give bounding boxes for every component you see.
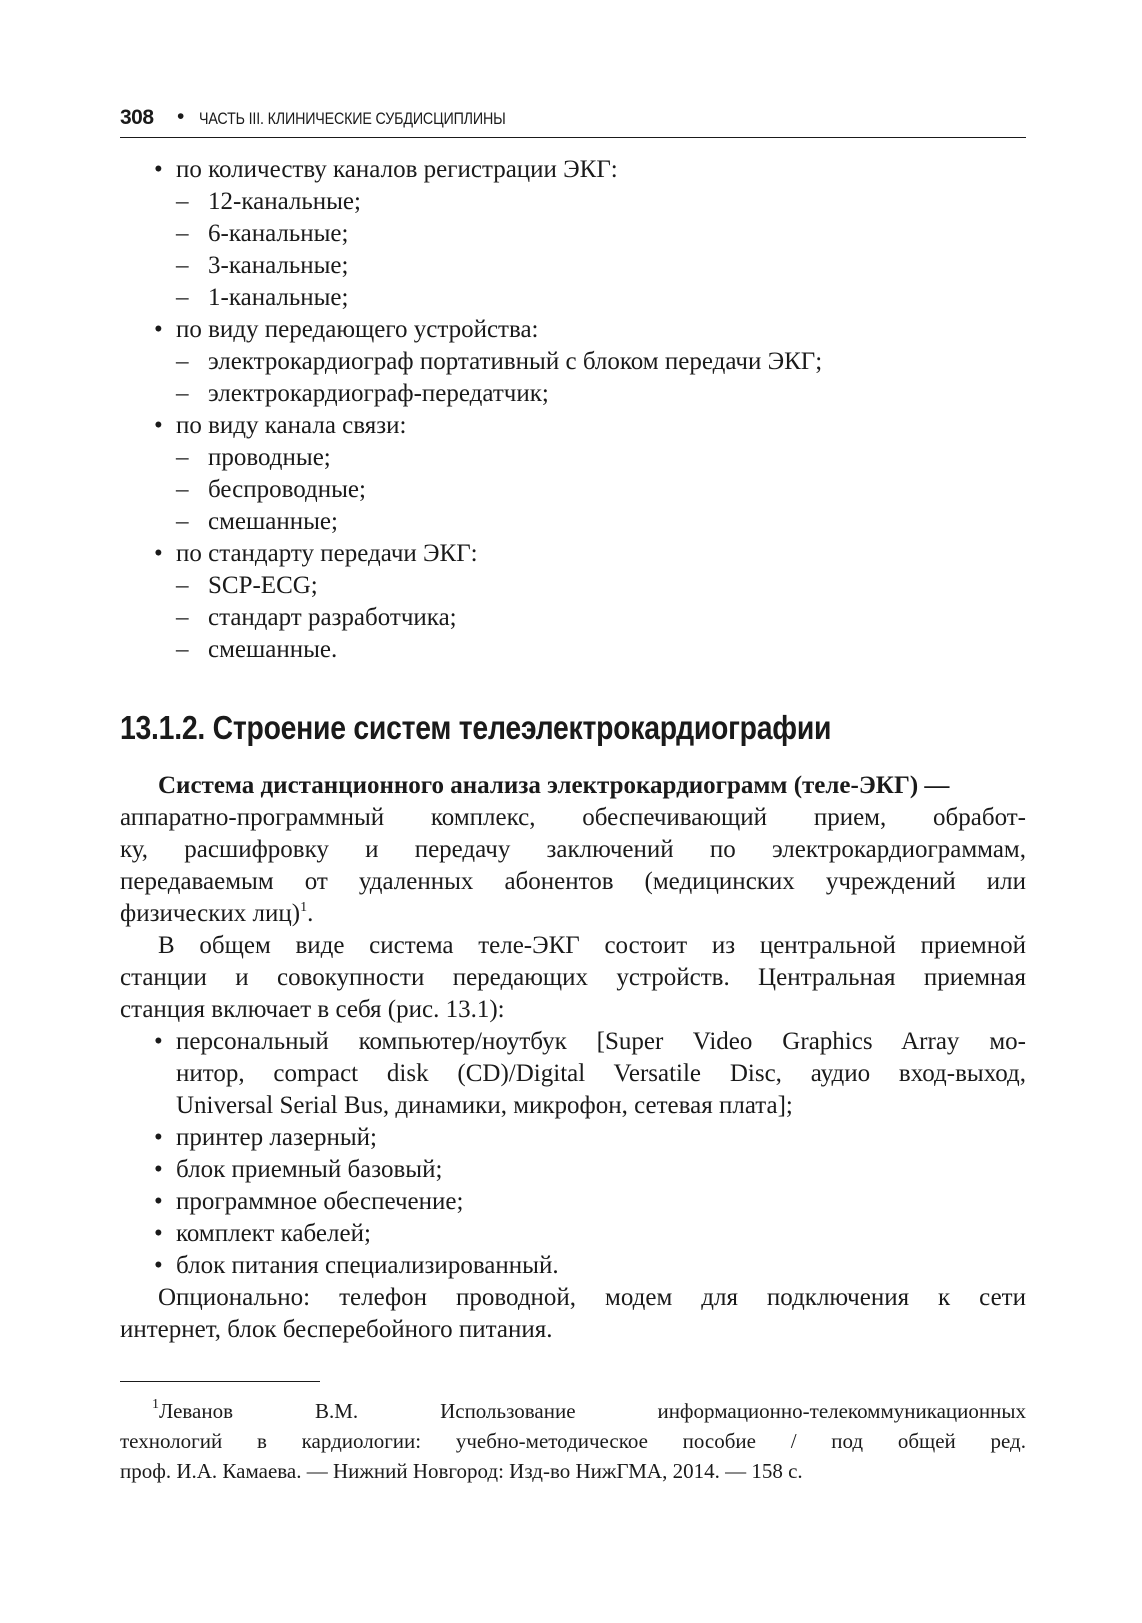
list-item: • по количеству каналов регистрации ЭКГ: (154, 156, 618, 183)
list-subitem: – электрокардиограф-передатчик; (176, 380, 549, 407)
list-item: • персональный компьютер/ноутбук [Super Video Graphics Array мо- (154, 1028, 1026, 1055)
list-item: • комплект кабелей; (154, 1220, 371, 1247)
list-item: • блок питания специализированный. (154, 1252, 559, 1279)
paragraph-line: передаваемым от удаленных абонентов (медицинских учреждений или (120, 868, 1026, 895)
definition-term: Система дистанционного анализа электрокардиограмм (теле-ЭКГ) — (158, 772, 950, 799)
footnote-marker: 1 (152, 1397, 159, 1412)
section-heading: 13.1.2. Строение систем телеэлектрокардиографии (120, 709, 832, 746)
running-title: ЧАСТЬ III. КЛИНИЧЕСКИЕ СУБДИСЦИПЛИНЫ (199, 109, 506, 128)
list-subitem: – 12-канальные; (176, 188, 361, 215)
list-item: • программное обеспечение; (154, 1188, 464, 1215)
list-subitem: – SCP-ECG; (176, 572, 318, 599)
list-subitem: – стандарт разработчика; (176, 604, 457, 631)
list-item: • по виду передающего устройства: (154, 316, 539, 343)
paragraph-line: станции и совокупности передающих устройств. Центральная приемная (120, 964, 1026, 991)
list-item: • по стандарту передачи ЭКГ: (154, 540, 478, 567)
list-item: • принтер лазерный; (154, 1124, 377, 1151)
header-bullet: • (177, 105, 185, 128)
list-subitem: – 6-канальные; (176, 220, 349, 247)
list-subitem: – электрокардиограф портативный с блоком передачи ЭКГ; (176, 348, 823, 375)
page-number: 308 (120, 106, 154, 129)
paragraph-line: интернет, блок бесперебойного питания. (120, 1316, 553, 1343)
list-subitem: – 3-канальные; (176, 252, 349, 279)
footnote-reference[interactable]: 1 (300, 900, 308, 915)
paragraph-line: станция включает в себя (рис. 13.1): (120, 996, 505, 1023)
list-item: • по виду канала связи: (154, 412, 407, 439)
footnote-line: технологий в кардиологии: учебно-методическое пособие / под общей ред. (120, 1429, 1026, 1453)
list-item-continuation: нитор, compact disk (CD)/Digital Versatile Disc, аудио вход-выход, (176, 1060, 1026, 1087)
list-subitem: – смешанные. (176, 636, 338, 663)
paragraph-line: аппаратно-программный комплекс, обеспечивающий прием, обработ- (120, 804, 1026, 831)
list-subitem: – 1-канальные; (176, 284, 349, 311)
list-subitem: – смешанные; (176, 508, 338, 535)
paragraph-line: Опционально: телефон проводной, модем для подключения к сети (158, 1284, 1026, 1311)
paragraph-line: В общем виде система теле-ЭКГ состоит из центральной приемной (158, 932, 1026, 959)
list-item-continuation: Universal Serial Bus, динамики, микрофон, сетевая плата]; (176, 1092, 793, 1119)
paragraph-line: ку, расшифровку и передачу заключений по электрокардиограммам, (120, 836, 1026, 863)
list-subitem: – беспроводные; (176, 476, 366, 503)
running-header (120, 103, 1026, 138)
paragraph-line: физических лиц)$^1$. (120, 900, 314, 927)
list-subitem: – проводные; (176, 444, 331, 471)
list-item: • блок приемный базовый; (154, 1156, 443, 1183)
footnote-line: проф. И.А. Камаева. — Нижний Новгород: Изд-во НижГМА, 2014. — 158 с. (120, 1459, 803, 1483)
footnote-divider (120, 1381, 320, 1382)
footnote-line: $^1$Леванов В.М. Использование информационно-телекоммуникационных (152, 1397, 1026, 1423)
